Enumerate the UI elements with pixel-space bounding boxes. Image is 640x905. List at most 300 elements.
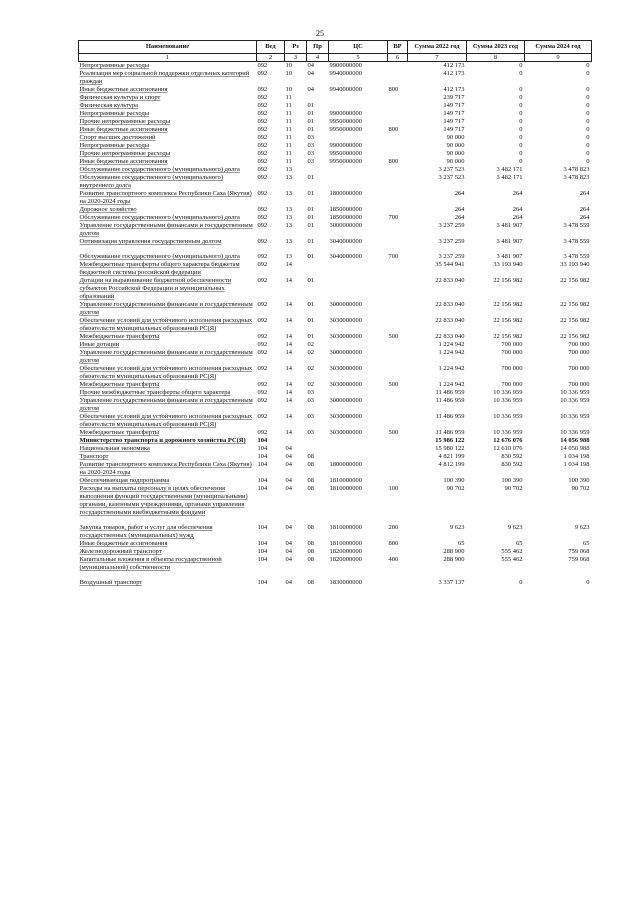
- cell-sum-2024: 700 000: [568, 381, 590, 388]
- cell-cs: [329, 437, 388, 445]
- cell-name: Обслуживание государственного (муниципального) внутреннего долга: [79, 174, 224, 189]
- cell-cs: 3000000000: [329, 301, 362, 308]
- cell-cs: [329, 102, 388, 110]
- cell-pr: 08: [307, 524, 314, 531]
- cell-cs: 9950000000: [329, 158, 362, 165]
- cell-name: Прочие межбюджетные трансферты общего характера: [79, 389, 231, 396]
- cell-sum-2024: 33 193 940: [560, 261, 590, 268]
- cell-sum-2024: 3 478 559: [563, 238, 590, 245]
- cell-vr: [388, 461, 408, 477]
- cell-rz: 14: [285, 349, 292, 356]
- cell-sum-2024: 264: [579, 206, 590, 213]
- cell-ved: 092: [257, 349, 268, 356]
- cell-pr: 08: [307, 540, 314, 547]
- cell-rz: 04: [285, 485, 292, 492]
- cell-sum-2023: 830 592: [501, 461, 523, 468]
- table-row: [79, 453, 592, 461]
- cell-ved: 092: [257, 94, 268, 101]
- cell-sum-2023: 0: [519, 94, 523, 101]
- cell-sum-2022: 149 717: [443, 126, 465, 133]
- cell-cs: [329, 166, 388, 174]
- cell-sum-2023: 10 336 959: [493, 413, 523, 420]
- cell-cs: 9900000000: [329, 110, 362, 117]
- col-header-2024: Сумма 2024 год: [525, 41, 592, 54]
- page-number: 25: [316, 29, 324, 38]
- cell-sum-2023: 22 156 982: [493, 317, 523, 324]
- cell-vr: [388, 206, 408, 214]
- cell-sum-2023: 0: [519, 158, 523, 165]
- cell-vr: 500: [388, 429, 399, 436]
- col-number: 4: [307, 54, 329, 62]
- cell-sum-2023: 12 610 076: [493, 445, 523, 452]
- cell-vr: [388, 142, 408, 150]
- cell-sum-2022: 264: [454, 206, 465, 213]
- cell-vr: 400: [388, 556, 399, 563]
- cell-sum-2022: 4 812 199: [438, 461, 465, 468]
- table-row: [79, 556, 592, 579]
- cell-ved: 092: [257, 253, 268, 260]
- table-row: [79, 214, 592, 222]
- cell-sum-2023: 33 193 940: [493, 261, 523, 268]
- cell-ved: 092: [257, 174, 268, 181]
- cell-sum-2022: 3 237 259: [438, 238, 465, 245]
- col-header-2023: Сумма 2023 год: [467, 41, 525, 54]
- cell-rz: 14: [285, 301, 292, 308]
- cell-cs: [329, 94, 388, 102]
- cell-cs: 3000000000: [329, 397, 362, 404]
- cell-cs: [329, 277, 388, 301]
- cell-sum-2023: 264: [512, 190, 523, 197]
- cell-sum-2022: 15 986 122: [435, 437, 465, 444]
- cell-sum-2022: 239 717: [443, 94, 465, 101]
- cell-ved: 092: [257, 413, 268, 420]
- cell-ved: 104: [257, 524, 268, 531]
- cell-rz: 13: [285, 166, 292, 173]
- cell-sum-2022: 100 390: [443, 477, 465, 484]
- cell-name: Межбюджетные трансферты: [79, 333, 160, 340]
- cell-rz: 14: [285, 341, 292, 348]
- cell-vr: 800: [388, 86, 399, 93]
- cell-rz: 10: [285, 62, 292, 69]
- cell-vr: [388, 238, 408, 253]
- cell-sum-2024: 0: [586, 142, 590, 149]
- cell-sum-2024: 0: [586, 118, 590, 125]
- cell-vr: [388, 397, 408, 413]
- cell-sum-2024: 22 156 982: [560, 317, 590, 324]
- cell-vr: [388, 317, 408, 333]
- col-header-ved: Вед: [257, 41, 285, 54]
- cell-sum-2023: 0: [519, 142, 523, 149]
- cell-name: Реализация мер социальной поддержки отдельных категорий граждан: [79, 70, 250, 85]
- table-row: [79, 142, 592, 150]
- cell-rz: 04: [285, 524, 292, 531]
- cell-sum-2023: 264: [512, 206, 523, 213]
- cell-sum-2024: 90 702: [571, 485, 590, 492]
- cell-ved: 092: [257, 222, 268, 229]
- col-header-vr: ВР: [388, 41, 408, 54]
- cell-ved: 092: [257, 62, 268, 69]
- table-row: [79, 437, 592, 445]
- cell-cs: 3030000000: [329, 333, 362, 340]
- cell-sum-2023: 700 000: [501, 365, 523, 372]
- cell-name: Закупка товаров, работ и услуг для обеспечения государственных (муниципальных) нужд: [79, 524, 213, 539]
- cell-sum-2022: 3 237 259: [438, 253, 465, 260]
- cell-name: Транспорт: [79, 453, 109, 460]
- cell-name: Дотации на выравнивание бюджетной обеспеченности субъектов Российской Федерации и муниципальных образований: [79, 277, 232, 300]
- cell-sum-2024: 0: [586, 86, 590, 93]
- cell-pr: [307, 445, 329, 453]
- cell-sum-2024: 9 623: [574, 524, 590, 531]
- cell-rz: 14: [285, 277, 292, 284]
- table-row: [79, 150, 592, 158]
- cell-name: Управление государственными финансами и государственным долгом: [79, 349, 253, 364]
- table-row: [79, 222, 592, 238]
- cell-sum-2024: 65: [583, 540, 590, 547]
- cell-sum-2022: 412 173: [443, 70, 465, 77]
- cell-pr: [307, 94, 329, 102]
- table-row: [79, 397, 592, 413]
- cell-sum-2024: 3 478 559: [563, 253, 590, 260]
- cell-name: Капитальные вложения в объекты государственной (муниципальной) собственности: [79, 556, 222, 571]
- cell-sum-2022: 3 337 137: [438, 579, 465, 586]
- cell-pr: 02: [307, 341, 314, 348]
- cell-ved: 104: [257, 548, 268, 555]
- cell-name: Дорожное хозяйство: [79, 206, 137, 213]
- cell-pr: [307, 166, 329, 174]
- cell-sum-2023: 0: [519, 62, 523, 69]
- cell-name: Оптимизация управления государственным долгом: [79, 238, 222, 245]
- cell-vr: [388, 413, 408, 429]
- cell-ved: 092: [257, 214, 268, 221]
- cell-cs: 3030000000: [329, 413, 362, 420]
- cell-sum-2022: 11 486 959: [435, 389, 465, 396]
- cell-pr: 01: [307, 301, 314, 308]
- cell-rz: 14: [285, 333, 292, 340]
- cell-rz: 14: [285, 261, 292, 268]
- cell-sum-2022: 264: [454, 190, 465, 197]
- budget-table: [78, 40, 592, 587]
- cell-sum-2024: 100 390: [568, 477, 590, 484]
- table-row: [79, 445, 592, 453]
- cell-sum-2022: 35 544 941: [435, 261, 465, 268]
- cell-sum-2024: 0: [586, 70, 590, 77]
- cell-name: Иные дотации: [79, 341, 120, 348]
- table-row: [79, 333, 592, 341]
- table-row: [79, 381, 592, 389]
- table-row: [79, 126, 592, 134]
- cell-sum-2023: 555 462: [501, 556, 523, 563]
- cell-pr: 04: [307, 86, 314, 93]
- cell-ved: 092: [257, 333, 268, 340]
- column-number-row: [79, 54, 592, 62]
- cell-ved: 104: [257, 461, 268, 468]
- cell-sum-2022: 65: [458, 540, 465, 547]
- table-row: [79, 238, 592, 253]
- table-row: [79, 301, 592, 317]
- table-row: [79, 261, 592, 277]
- table-row: [79, 62, 592, 71]
- cell-pr: 01: [307, 253, 314, 260]
- cell-ved: 092: [257, 110, 268, 117]
- cell-cs: 1810000000: [329, 485, 362, 492]
- cell-sum-2024: 1 034 198: [563, 453, 590, 460]
- cell-sum-2022: 9 623: [449, 524, 465, 531]
- cell-cs: 9940000000: [329, 70, 362, 77]
- cell-name: Непрограммные расходы: [79, 110, 150, 117]
- cell-vr: [388, 445, 408, 453]
- cell-pr: 08: [307, 548, 314, 555]
- cell-vr: [388, 365, 408, 381]
- cell-rz: [285, 437, 307, 445]
- cell-pr: 08: [307, 461, 314, 468]
- cell-rz: 04: [285, 445, 292, 452]
- cell-name: Обеспечивающая подпрограмма: [79, 477, 170, 484]
- cell-sum-2023: 9 623: [507, 524, 523, 531]
- cell-sum-2024: 1 034 198: [563, 461, 590, 468]
- cell-sum-2022: 4 821 199: [438, 453, 465, 460]
- cell-sum-2022: 22 833 040: [435, 333, 465, 340]
- cell-rz: 04: [285, 579, 292, 586]
- cell-sum-2024: 22 156 982: [560, 333, 590, 340]
- cell-sum-2024: 0: [586, 158, 590, 165]
- col-number: 2: [257, 54, 285, 62]
- cell-pr: 08: [307, 477, 314, 484]
- cell-sum-2023: 0: [519, 126, 523, 133]
- cell-ved: 092: [257, 381, 268, 388]
- cell-sum-2023: 100 390: [501, 477, 523, 484]
- cell-pr: 08: [307, 453, 314, 460]
- cell-sum-2023: 22 156 982: [493, 301, 523, 308]
- col-number: 7: [408, 54, 467, 62]
- cell-ved: 092: [257, 261, 268, 268]
- table-row: [79, 524, 592, 540]
- cell-pr: 03: [307, 429, 314, 436]
- cell-sum-2024: 700 000: [568, 349, 590, 356]
- cell-sum-2022: 22 833 040: [435, 277, 465, 284]
- cell-rz: 13: [285, 222, 292, 229]
- cell-rz: 14: [285, 413, 292, 420]
- cell-rz: 11: [285, 94, 292, 101]
- cell-sum-2023: 65: [516, 540, 523, 547]
- cell-cs: 3040000000: [329, 253, 362, 260]
- cell-ved: 092: [257, 238, 268, 245]
- cell-ved: 092: [257, 118, 268, 125]
- cell-cs: 9900000000: [329, 62, 362, 69]
- cell-sum-2023: 12 676 076: [493, 437, 523, 444]
- cell-name: Иные бюджетные ассигнования: [79, 86, 168, 93]
- cell-vr: 800: [388, 540, 399, 547]
- cell-pr: 03: [307, 134, 314, 141]
- cell-rz: 10: [285, 70, 292, 77]
- cell-sum-2024: 759 068: [568, 556, 590, 563]
- cell-sum-2022: 412 173: [443, 86, 465, 93]
- cell-cs: [329, 134, 388, 142]
- cell-sum-2022: 22 833 040: [435, 317, 465, 324]
- cell-rz: 04: [285, 540, 292, 547]
- cell-cs: [329, 389, 388, 397]
- cell-name: Расходы на выплаты персоналу в целях обеспечения выполнения функций государственными (муниципальными) органами, казенными учреждениями, органами управления государственными внебюджетными фондами: [79, 485, 248, 516]
- cell-cs: 9900000000: [329, 142, 362, 149]
- cell-vr: [388, 174, 408, 190]
- cell-cs: [329, 341, 388, 349]
- cell-rz: 14: [285, 389, 292, 396]
- cell-rz: 04: [285, 453, 292, 460]
- cell-name: Обеспечение условий для устойчивого исполнения расходных обязательств муниципальных образований РС(Я): [79, 413, 253, 428]
- cell-ved: 092: [257, 166, 268, 173]
- cell-vr: [388, 166, 408, 174]
- cell-sum-2022: 90 000: [446, 142, 465, 149]
- cell-rz: 13: [285, 190, 292, 197]
- cell-pr: 01: [307, 110, 314, 117]
- cell-cs: 1830000000: [329, 579, 362, 586]
- cell-ved: 104: [257, 453, 268, 460]
- cell-vr: 800: [388, 126, 399, 133]
- cell-pr: 04: [307, 70, 314, 77]
- cell-cs: 3030000000: [329, 365, 362, 372]
- cell-rz: 11: [285, 110, 292, 117]
- cell-sum-2024: 0: [586, 94, 590, 101]
- cell-name: Железнодорожный транспорт: [79, 548, 162, 555]
- cell-pr: 03: [307, 397, 314, 404]
- table-row: [79, 118, 592, 126]
- cell-pr: [307, 437, 329, 445]
- cell-rz: 04: [285, 548, 292, 555]
- table-row: [79, 341, 592, 349]
- col-header-pr: Пр: [307, 41, 329, 54]
- cell-sum-2023: 555 462: [501, 548, 523, 555]
- cell-cs: [329, 453, 388, 461]
- cell-vr: [388, 94, 408, 102]
- cell-sum-2023: 700 000: [501, 381, 523, 388]
- cell-sum-2024: 700 000: [568, 341, 590, 348]
- table-row: [79, 365, 592, 381]
- cell-ved: 104: [257, 556, 268, 563]
- table-row: [79, 110, 592, 118]
- cell-sum-2022: 15 980 122: [435, 445, 465, 452]
- cell-sum-2024: 14 056 988: [560, 437, 590, 444]
- cell-pr: 08: [307, 579, 314, 586]
- cell-name: Обеспечение условий для устойчивого исполнения расходных обязательств муниципальных образований РС(Я): [79, 317, 253, 332]
- cell-sum-2024: 14 050 988: [560, 445, 590, 452]
- cell-sum-2024: 10 336 959: [560, 397, 590, 404]
- cell-name: Иные бюджетные ассигнования: [79, 158, 168, 165]
- cell-name: Обслуживание государственного (муниципального) долга: [79, 253, 240, 260]
- col-number: 6: [388, 54, 408, 62]
- cell-sum-2024: 3 478 559: [563, 222, 590, 229]
- cell-rz: 10: [285, 86, 292, 93]
- cell-pr: 02: [307, 349, 314, 356]
- cell-sum-2023: 0: [519, 579, 523, 586]
- cell-sum-2024: 264: [579, 214, 590, 221]
- col-header-2022: Сумма 2022 год: [408, 41, 467, 54]
- cell-sum-2023: 0: [519, 102, 523, 109]
- table-row: [79, 94, 592, 102]
- cell-cs: 9950000000: [329, 118, 362, 125]
- cell-name: Физическая культура и спорт: [79, 94, 161, 101]
- cell-sum-2024: 0: [586, 126, 590, 133]
- cell-name: Развитие транспортного комплекса Республики Саха (Якутия) на 2020-2024 годы: [79, 461, 252, 476]
- cell-cs: 9950000000: [329, 150, 362, 157]
- cell-vr: [388, 341, 408, 349]
- cell-pr: 03: [307, 413, 314, 420]
- cell-ved: 092: [257, 86, 268, 93]
- cell-rz: 14: [285, 429, 292, 436]
- cell-sum-2022: 11 486 959: [435, 429, 465, 436]
- table-row: [79, 349, 592, 365]
- cell-cs: 9950000000: [329, 126, 362, 133]
- cell-sum-2023: 264: [512, 214, 523, 221]
- table-row: [79, 277, 592, 301]
- cell-sum-2024: 22 156 982: [560, 301, 590, 308]
- cell-sum-2022: 264: [454, 214, 465, 221]
- cell-sum-2022: 90 000: [446, 158, 465, 165]
- cell-sum-2022: 149 717: [443, 118, 465, 125]
- cell-name: Межбюджетные трансферты: [79, 429, 160, 436]
- cell-sum-2023: 0: [519, 110, 523, 117]
- cell-name: Обеспечение условий для устойчивого исполнения расходных обязательств муниципальных образований РС(Я): [79, 365, 253, 380]
- table-row: [79, 461, 592, 477]
- cell-ved: 092: [257, 102, 268, 109]
- cell-sum-2023: 3 481 907: [496, 222, 523, 229]
- cell-rz: 13: [285, 214, 292, 221]
- table-row: [79, 413, 592, 429]
- cell-name: Национальная экономика: [79, 445, 150, 452]
- table-row: [79, 253, 592, 261]
- cell-rz: 04: [285, 477, 292, 484]
- cell-sum-2022: 149 717: [443, 110, 465, 117]
- cell-name: Министерство транспорта и дорожного хозяйства РС(Я): [79, 437, 246, 444]
- cell-cs: 3030000000: [329, 317, 362, 324]
- cell-pr: [307, 261, 329, 277]
- cell-sum-2023: 10 336 959: [493, 389, 523, 396]
- cell-ved: 104: [257, 579, 268, 586]
- cell-cs: [329, 174, 388, 190]
- cell-vr: [388, 190, 408, 206]
- cell-cs: 3000000000: [329, 222, 362, 229]
- cell-vr: 200: [388, 524, 399, 531]
- table-row: [79, 174, 592, 190]
- cell-name: Иные бюджетные ассигнования: [79, 540, 168, 547]
- cell-sum-2023: 10 336 959: [493, 397, 523, 404]
- cell-pr: 02: [307, 365, 314, 372]
- cell-name: Управление государственными финансами и государственным долгом: [79, 222, 253, 237]
- cell-ved: 092: [257, 142, 268, 149]
- cell-cs: 1820000000: [329, 548, 362, 555]
- cell-vr: [388, 261, 408, 277]
- cell-sum-2024: 0: [586, 110, 590, 117]
- cell-cs: 3000000000: [329, 349, 362, 356]
- cell-pr: 08: [307, 485, 314, 492]
- table-row: [79, 317, 592, 333]
- cell-pr: 01: [307, 190, 314, 197]
- cell-sum-2022: 3 237 523: [438, 166, 465, 173]
- cell-cs: 3040000000: [329, 238, 362, 245]
- table-row: [79, 540, 592, 548]
- cell-pr: 01: [307, 126, 314, 133]
- cell-sum-2023: 0: [519, 118, 523, 125]
- cell-pr: 03: [307, 389, 314, 396]
- cell-name: Воздушный транспорт: [79, 579, 143, 586]
- cell-sum-2022: 11 486 959: [435, 397, 465, 404]
- cell-cs: 1810000000: [329, 540, 362, 547]
- table-body: [79, 62, 592, 588]
- cell-sum-2024: 0: [586, 102, 590, 109]
- cell-sum-2022: 1 224 942: [438, 341, 465, 348]
- cell-name: Прочие непрограммные расходы: [79, 118, 171, 125]
- col-number: 9: [525, 54, 592, 62]
- cell-ved: 092: [257, 126, 268, 133]
- cell-sum-2023: 700 000: [501, 349, 523, 356]
